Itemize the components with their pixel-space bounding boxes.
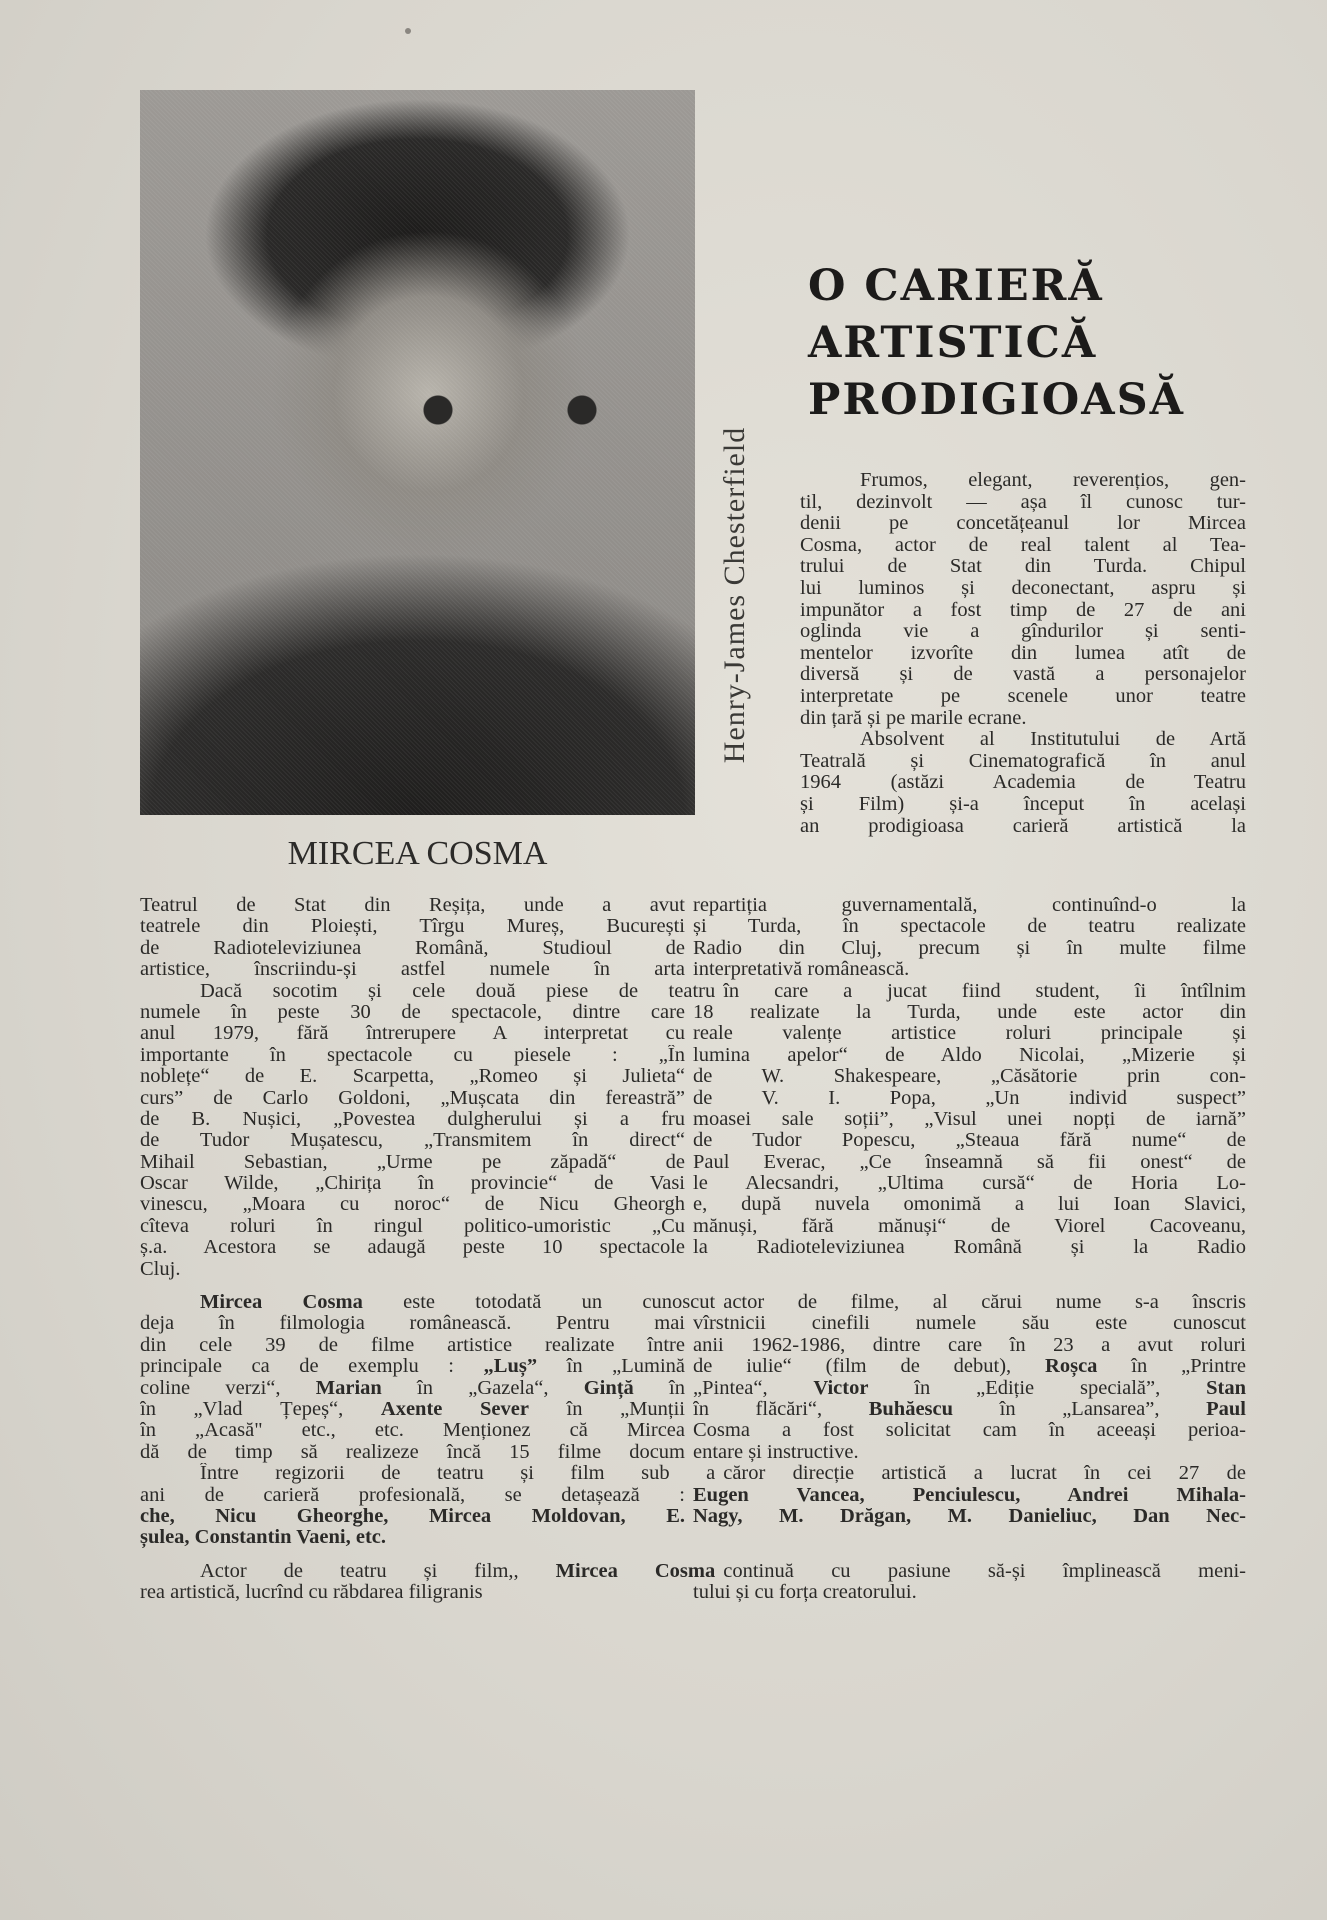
left-column-line: cîteva roluri în ringul politico-umoristic „Cu <box>140 1215 685 1237</box>
body-row <box>140 1485 1246 1506</box>
body-row <box>140 1259 1246 1280</box>
intro-line: Absolvent al Institutului de Artă <box>860 728 1246 751</box>
left-column-line: anul 1979, fără întrerupere A interpretat cu <box>140 1023 685 1045</box>
right-column-line: căror direcție artistică a lucrat în cei 27 de <box>723 1463 1246 1485</box>
body-row <box>140 959 1246 980</box>
right-column-line: de Tudor Popescu, „Steaua fără nume“ de <box>693 1130 1246 1152</box>
left-column-line: numele în peste 30 de spectacole, dintre care <box>140 1001 685 1023</box>
right-column-line: le Alecsandri, „Ultima cursă“ de Horia Lo- <box>693 1173 1246 1195</box>
intro-line: til, dezinvolt — așa îl cunosc tur- <box>800 490 1246 513</box>
title-line: O CARIERĂ <box>808 261 1104 311</box>
left-column-line: de Radioteleviziunea Română, Studioul de <box>140 937 685 959</box>
left-column-line: de Tudor Mușatescu, „Transmitem în direct“ <box>140 1130 685 1152</box>
left-column-line: șulea, Constantin Vaeni, etc. <box>140 1527 387 1549</box>
left-column-line: Actor de teatru și film,, Mircea Cosma <box>200 1560 716 1582</box>
body-row <box>140 1442 1246 1463</box>
title-line: PRODIGIOASĂ <box>808 375 1186 425</box>
right-column-line: moasei sale soții”, „Visul unei nopți de iarnă” <box>693 1108 1246 1130</box>
right-column-line: Eugen Vancea, Penciulescu, Andrei Mihala- <box>693 1484 1246 1506</box>
print-speck <box>405 28 411 34</box>
body-row <box>140 1292 1246 1313</box>
intro-line: denii pe concetățeanul lor Mircea <box>800 512 1246 535</box>
body-row <box>140 1527 1246 1548</box>
right-column-line: anii 1962-1986, dintre care în 23 a avut roluri <box>693 1334 1246 1356</box>
left-column-line: rea artistică, lucrînd cu răbdarea filigranis <box>140 1582 483 1604</box>
left-column-line: ș.a. Acestora se adaugă peste 10 spectacole <box>140 1237 685 1259</box>
right-column-line: entare și instructive. <box>693 1441 859 1463</box>
right-column-line: de W. Shakespeare, „Căsătorie prin con- <box>693 1066 1246 1088</box>
right-column-line: „Pintea“, Victor în „Ediție specială”, Stan <box>693 1377 1246 1399</box>
right-column-line: la Radioteleviziunea Română și la Radio <box>693 1237 1246 1259</box>
body-row <box>140 981 1246 1002</box>
body-row <box>140 1216 1246 1237</box>
right-column-line: actor de filme, al cărui nume s-a înscris <box>723 1292 1246 1314</box>
left-column-line: Cluj. <box>140 1258 181 1280</box>
intro-line: 1964 (astăzi Academia de Teatru <box>800 771 1246 794</box>
left-column-line: curs” de Carlo Goldoni, „Mușcata din fereastră” <box>140 1087 685 1109</box>
right-column-line: Nagy, M. Drăgan, M. Danieliuc, Dan Nec- <box>693 1505 1246 1527</box>
body-row <box>140 1335 1246 1356</box>
right-column-line: continuă cu pasiune să-și împlinească meni- <box>723 1560 1246 1582</box>
intro-paragraph <box>800 470 1246 837</box>
intro-line: mentelor izvorîte din lumea atît de <box>800 641 1246 664</box>
left-column-line: vinescu, „Moara cu noroc“ de Nicu Gheorgh <box>140 1194 685 1216</box>
right-column-line: în flăcări“, Buhăescu în „Lansarea”, Paul <box>693 1398 1246 1420</box>
left-column-line: Teatrul de Stat din Reșița, unde a avut <box>140 895 685 916</box>
left-column-line: de B. Nușici, „Povestea dulgherului și a fru <box>140 1108 685 1130</box>
right-column-line: în care a jucat fiind student, îi întîlnim <box>723 980 1246 1002</box>
intro-line: oglinda vie a gîndurilor și senti- <box>800 620 1246 643</box>
left-column-line: dă de timp să realizeze încă 15 filme docum <box>140 1441 685 1463</box>
attribution-text: Henry-James Chesterfield <box>718 426 751 764</box>
intro-line: an prodigioasa carieră artistică la <box>800 814 1246 837</box>
body-row <box>140 1194 1246 1215</box>
right-column-line <box>693 1527 1246 1548</box>
body-row <box>140 1130 1246 1151</box>
photo-caption: MIRCEA COSMA <box>287 835 548 872</box>
intro-line: interpretate pe scenele unor teatre <box>800 684 1246 707</box>
intro-line: Teatrală și Cinematografică în anul <box>800 749 1246 772</box>
right-column-line: tului și cu forța creatorului. <box>693 1582 917 1604</box>
body-row <box>140 1582 1246 1603</box>
left-column-line: ani de carieră profesională, se detașează : <box>140 1484 685 1506</box>
paragraph-gap <box>140 1549 1246 1561</box>
intro-line: Cosma, actor de real talent al Tea- <box>800 533 1246 556</box>
left-column-line: artistice, înscriindu-și astfel numele în arta <box>140 959 685 981</box>
body-row <box>140 1045 1246 1066</box>
left-column-line: în „Vlad Țepeș“, Axente Sever în „Munții <box>140 1398 685 1420</box>
left-column-line: Mihail Sebastian, „Urme pe zăpadă“ de <box>140 1151 685 1173</box>
body-row <box>140 1399 1246 1420</box>
portrait-eyes <box>390 390 630 430</box>
left-column-line: Dacă socotim și cele două piese de teatru <box>200 980 716 1002</box>
right-column-line: Cosma a fost solicitat cam în aceeași perioa- <box>693 1420 1246 1442</box>
left-column-line: principale ca de exemplu : „Luș” în „Lumină <box>140 1356 685 1378</box>
left-column-line: din cele 39 de filme artistice realizate între <box>140 1334 685 1356</box>
body-row <box>140 1378 1246 1399</box>
body-row <box>140 916 1246 937</box>
intro-line: diversă și de vastă a personajelor <box>800 663 1246 686</box>
intro-line: Frumos, elegant, reverențios, gen- <box>860 469 1246 491</box>
right-column-line: lumina apelor“ de Aldo Nicolai, „Mizerie și <box>693 1044 1246 1066</box>
right-column-line: mănuși, fără mănuși“ de Viorel Cacoveanu, <box>693 1215 1246 1237</box>
left-column-line: importante în spectacole cu piesele : „În <box>140 1044 685 1066</box>
body-row <box>140 1173 1246 1194</box>
right-column-line: și Turda, în spectacole de teatru realizate <box>693 916 1246 938</box>
body-row <box>140 895 1246 916</box>
left-column-line: coline verzi“, Marian în „Gazela“, Gință în <box>140 1377 685 1399</box>
article-body <box>140 895 1246 1604</box>
intro-line: și Film) și-a început în același <box>800 792 1246 815</box>
right-column-line: vîrstnicii cinefili numele său este cunoscut <box>693 1313 1246 1335</box>
body-row <box>140 1420 1246 1441</box>
body-row <box>140 1088 1246 1109</box>
paragraph-gap <box>140 1280 1246 1292</box>
body-row <box>140 1066 1246 1087</box>
intro-line: din țară și pe marile ecrane. <box>800 706 1027 729</box>
right-column-line: e, după nuvela omonimă a lui Ioan Slavici, <box>693 1194 1246 1216</box>
left-column-line: Mircea Cosma este totodată un cunoscut <box>200 1292 716 1314</box>
left-column-line: Oscar Wilde, „Chirița în provincie“ de Vasi <box>140 1173 685 1195</box>
portrait-photo <box>140 90 695 815</box>
quote-attribution <box>715 360 755 830</box>
body-row <box>140 1561 1246 1582</box>
left-column-line: în „Acasă" etc., etc. Menționez că Mircea <box>140 1420 685 1442</box>
body-row <box>140 1463 1246 1484</box>
body-row <box>140 1237 1246 1258</box>
body-row <box>140 1313 1246 1334</box>
body-row <box>140 938 1246 959</box>
intro-line: impunător a fost timp de 27 de ani <box>800 598 1246 621</box>
right-column-line: reale valențe artistice roluri principale și <box>693 1023 1246 1045</box>
right-column-line: 18 realizate la Turda, unde este actor din <box>693 1001 1246 1023</box>
right-column-line <box>693 1259 1246 1280</box>
body-row <box>140 1506 1246 1527</box>
left-column-line: noblețe“ de E. Scarpetta, „Romeo și Julieta“ <box>140 1066 685 1088</box>
body-row <box>140 1152 1246 1173</box>
right-column-line: interpretativă românească. <box>693 959 910 981</box>
intro-line: trului de Stat din Turda. Chipul <box>800 555 1246 578</box>
title-line: ARTISTICĂ <box>808 318 1098 368</box>
left-column-line: Între regizorii de teatru și film sub a <box>200 1463 716 1485</box>
left-column-line: teatrele din Ploiești, Tîrgu Mureș, București <box>140 916 685 938</box>
article-title <box>808 258 1258 429</box>
right-column-line: repartiția guvernamentală, continuînd-o la <box>693 895 1246 916</box>
right-column-line: de V. I. Popa, „Un individ suspect” <box>693 1087 1246 1109</box>
left-column-line: deja în filmologia românească. Pentru mai <box>140 1313 685 1335</box>
right-column-line: Paul Everac, „Ce înseamnă să fii onest“ de <box>693 1151 1246 1173</box>
left-column-line: che, Nicu Gheorghe, Mircea Moldovan, E. <box>140 1505 685 1527</box>
right-column-line: Radio din Cluj, precum și în multe filme <box>693 937 1246 959</box>
body-row <box>140 1023 1246 1044</box>
body-row <box>140 1356 1246 1377</box>
body-row <box>140 1002 1246 1023</box>
right-column-line: de iulie“ (film de debut), Roșca în „Printre <box>693 1356 1246 1378</box>
body-row <box>140 1109 1246 1130</box>
intro-line: lui luminos și deconectant, aspru și <box>800 576 1246 599</box>
